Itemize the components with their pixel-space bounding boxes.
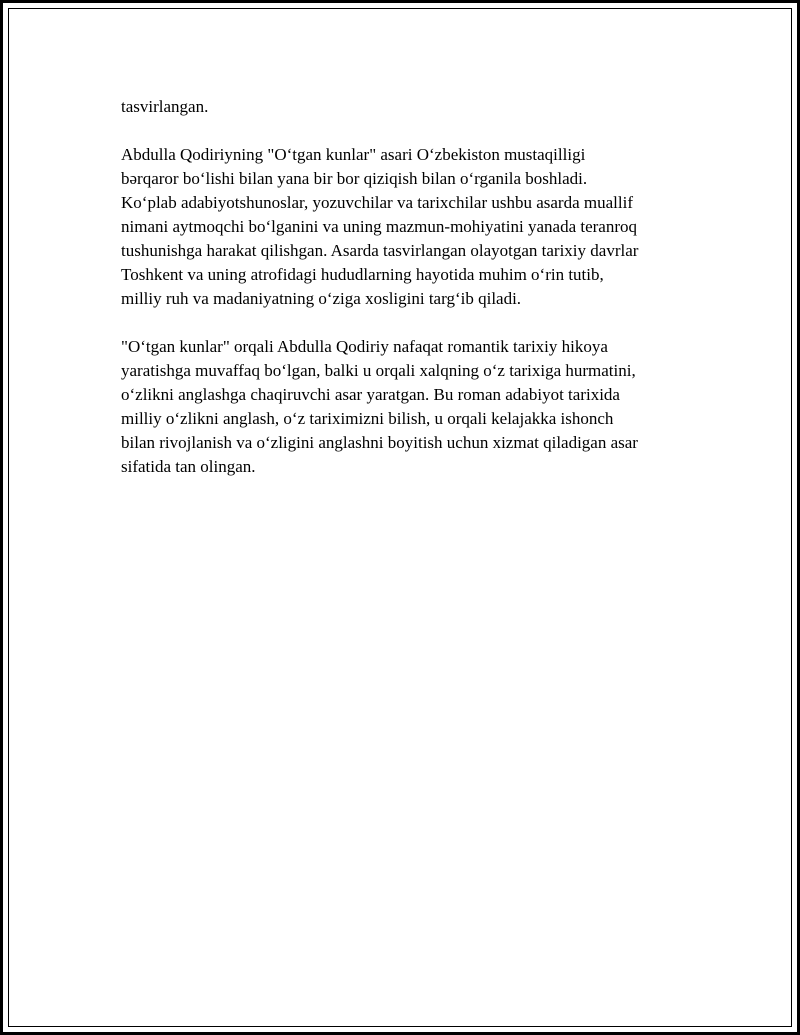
paragraph-1 [121,95,701,119]
text-line: tasvirlangan. [121,97,209,116]
paragraph-2 [121,143,701,311]
text-line: nimani aytmoqchi bo‘lganini va uning mazmun-mohiyatini yanada teranroq [121,217,638,236]
paragraph-3 [121,335,701,479]
text-line: Abdulla Qodiriyning "O‘tgan kunlar" asari O‘zbekiston mustaqilligi [121,145,586,164]
text-line: bərqaror bo‘lishi bilan yana bir bor qiziqish bilan o‘rganila boshladi. [121,169,588,188]
text-line: milliy ruh va madaniyatning o‘ziga xosligini targ‘ib qiladi. [121,289,522,308]
text-line: yaratishga muvaffaq bo‘lgan, balki u orqali xalqning o‘z tarixiga hurmatini, [121,361,636,380]
text-line: tushunishga harakat qilishgan. Asarda tasvirlangan olayotgan tarixiy davrlar [121,241,639,260]
text-line: milliy o‘zlikni anglash, o‘z tariximizni bilish, u orqali kelajakka ishonch [121,409,614,428]
text-line: Toshkent va uning atrofidagi hududlarning hayotida muhim o‘rin tutib, [121,265,604,284]
document-body [121,95,701,503]
text-line: Ko‘plab adabiyotshunoslar, yozuvchilar va tarixchilar ushbu asarda muallif [121,193,633,212]
text-line: o‘zlikni anglashga chaqiruvchi asar yaratgan. Bu roman adabiyot tarixida [121,385,620,404]
text-line: bilan rivojlanish va o‘zligini anglashni boyitish uchun xizmat qiladigan asar [121,433,638,452]
text-line: sifatida tan olingan. [121,457,256,476]
text-line: "O‘tgan kunlar" orqali Abdulla Qodiriy nafaqat romantik tarixiy hikoya [121,337,608,356]
